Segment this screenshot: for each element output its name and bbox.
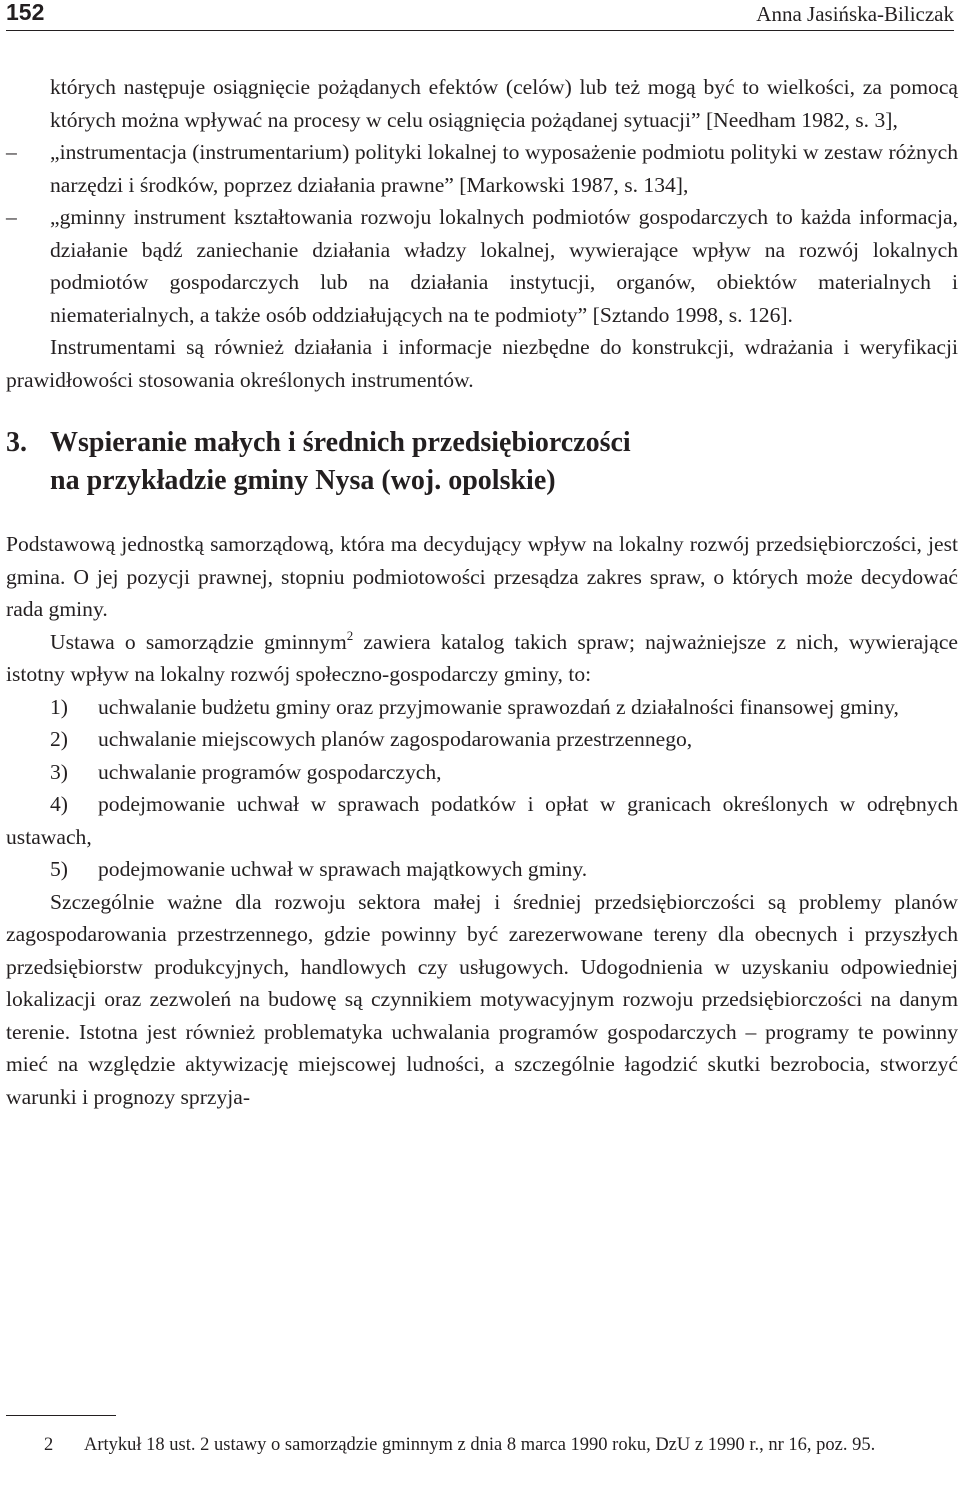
paragraph-3: Szczególnie ważne dla rozwoju sektora małej i średniej przedsiębiorczości są problemy planów zagospodarowania przestrzennego, gdzie powinny być zarezerwowane tereny dla obecnych i przyszłych przedsiębiorstw produkcyjnych, handlowych czy usługowych. Udogodnienia w uzyskaniu odpowiedniej lokalizacji oraz zezwoleń na budowę są czynnikiem motywacyjnym rozwoju przedsiębiorczości na danym terenie. Istotna jest również problematyka uchwalania programów gospodarczych – programy te powinny mieć na względzie aktywizację miejscowej ludności, a szczególnie łagodzić skutki bezrobocia, stworzyć warunki i prognozy sprzyja-	[6, 889, 958, 1109]
footnote-mark: 2	[44, 1435, 54, 1455]
running-head-author: Anna Jasińska-Biliczak	[756, 2, 954, 26]
dash-marker: –	[6, 140, 17, 164]
dash-marker: –	[6, 205, 17, 229]
page-number: 152	[6, 0, 45, 25]
section-heading	[6, 424, 958, 500]
dash-item-text: „instrumentacja (instrumentarium) polityki lokalnej to wyposażenie podmiotu polityki w zestaw różnych narzędzi i środków, poprzez działania prawne” [Markowski 1987, s. 134],	[50, 140, 958, 197]
intro-paragraph: których następuje osiągnięcie pożądanych efektów (celów) lub też mogą być to wielkości, za pomocą których można wpływać na procesy w celu osiągnięcia pożądanej sytuacji” [Needham 1982, s. 3],	[50, 75, 958, 132]
dash-item-text: „gminny instrument kształtowania rozwoju lokalnych podmiotów gospodarczych to każda informacja, działanie bądź zaniechanie działania władzy lokalnej, wywierające wpływ na rozwój lokalnych podmiotów gospodarczych lub na działania instytucji, organów, obiektów materialnych i niematerialnych, a także osób oddziałujących na te podmioty” [Sztando 1998, s. 126].	[50, 205, 958, 327]
section-title-line2: na przykładzie gminy Nysa (woj. opolskie)	[50, 465, 556, 496]
list-number: 5)	[50, 857, 68, 881]
numbered-list-item	[6, 756, 958, 789]
list-item-text: uchwalanie budżetu gminy oraz przyjmowanie sprawozdań z działalności finansowej gminy,	[98, 694, 899, 719]
section-number: 3.	[6, 427, 27, 458]
dash-list-item	[6, 201, 958, 331]
list-number: 3)	[50, 759, 68, 784]
footnote-divider	[6, 1415, 116, 1416]
list-number: 1)	[50, 694, 68, 719]
footnote-reference: 2	[346, 627, 354, 643]
numbered-list-item	[6, 788, 958, 853]
paragraph-2-text: Ustawa o samorządzie gminnym	[50, 629, 347, 654]
paragraph-1: Podstawową jednostką samorządową, która ma decydujący wpływ na lokalny rozwój przedsiębiorczości, jest gmina. O jej pozycji prawnej, stopniu podmiotowości przesądza zakres spraw, o których może decydować rada gminy.	[6, 532, 958, 621]
numbered-list-item	[6, 723, 958, 756]
footnote	[6, 1432, 958, 1459]
numbered-list-item	[6, 853, 958, 886]
dash-list-item	[6, 136, 958, 201]
closing-paragraph: Instrumentami są również działania i informacje niezbędne do konstrukcji, wdrażania i weryfikacji prawidłowości stosowania określonych instrumentów.	[6, 335, 958, 392]
section-title-line1: Wspieranie małych i średnich przedsiębiorczości	[50, 427, 631, 458]
list-item-text: uchwalanie miejscowych planów zagospodarowania przestrzennego,	[98, 727, 693, 751]
list-number: 2)	[50, 727, 68, 751]
paragraph-2	[6, 626, 958, 691]
list-item-text: podejmowanie uchwał w sprawach podatków i opłat w granicach określonych w odrębnych ustawach,	[6, 792, 958, 849]
list-item-text: podejmowanie uchwał w sprawach majątkowych gminy.	[98, 857, 588, 881]
list-number: 4)	[50, 792, 68, 816]
footnote-text: Artykuł 18 ust. 2 ustawy o samorządzie gminnym z dnia 8 marca 1990 roku, DzU z 1990 r., nr 16, poz. 95.	[84, 1435, 876, 1455]
body-text	[6, 71, 958, 1113]
paragraph-2-text-cont: zawiera katalog takich spraw; najważniejsze z nich, wywierające istotny wpływ na lokalny rozwój społeczno-gospodarczy gminy, to:	[6, 629, 958, 686]
list-item-text: uchwalanie programów gospodarczych,	[98, 759, 442, 784]
page-header	[6, 0, 954, 31]
numbered-list-item	[6, 691, 958, 724]
